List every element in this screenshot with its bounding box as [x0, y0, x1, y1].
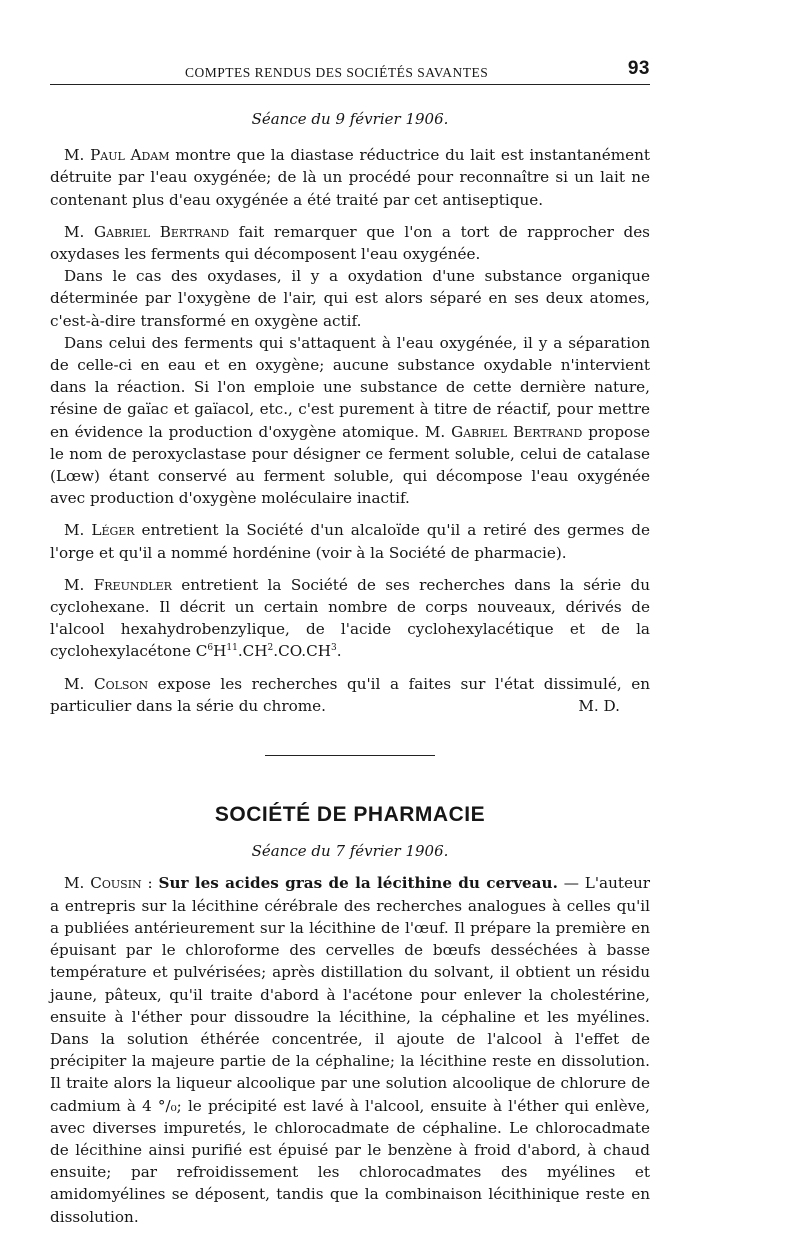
document-page: [50, 58, 650, 1228]
section-divider: [265, 755, 435, 756]
paragraph-text: expose les recherches qu'il a faites sur l'état dissimulé, en particulier dans la série du chrome.: [50, 674, 650, 715]
speaker-name: Cousin: [90, 874, 142, 893]
running-head: [50, 58, 650, 85]
paragraph-colson: [50, 673, 650, 717]
paragraph-ferments: [50, 332, 650, 510]
paragraph-text: — L'auteur a entrepris sur la lécithine cérébrale des recherches analogues à celles qu'il a publiées antérieurement sur la lécithine de l'œuf. Il prépare la première en épuisant par le chloroforme des cervelles de bœufs desséchées à basse température et pulvérisées; après distillation du solvant, il obtient un résidu jaune, pâteux, qu'il traite d'abord à l'acétone pour enlever la cholestérine, ensuite à l'éther pour dissoudre la lécithine, la céphaline et les myélines. Dans la solution éthérée concentrée, il ajoute de l'alcool à l'effet de précipiter la majeure partie de la céphaline; la lécithine reste en dissolution. Il traite alors la liqueur alcoolique par une solution alcoolique de chlorure de cadmium à 4 °/₀; le précipité est lavé à l'alcool, ensuite à l'éther qui enlève, avec diverses impuretés, le chlorocadmate de céphaline. Le chlorocadmate de lécithine ainsi purifié est épuisé par le benzène à froid d'abord, à chaud ensuite; par refroidissement les chlorocadmates des myélines et amidomyélines se déposent, tandis que la combinaison lécithinique reste en dissolution.: [50, 874, 650, 1226]
paragraph-text: fait remarquer que l'on a tort de rapprocher des oxydases les ferments qui décomposent l'eau oxygénée.: [50, 222, 650, 264]
paragraph-leger: [50, 519, 650, 563]
paragraph-text: Dans celui des ferments qui s'attaquent à l'eau oxygénée, il y a séparation de celle-ci en eau et en oxygène; aucune substance oxydable n'intervient dans la réaction. Si l'on emploie une substance de cette dernière nature, résine de gaïac et gaïacol, etc., c'est purement à titre de réactif, pour mettre en évidence la production d'oxygène atomique. M.: [50, 333, 650, 441]
paragraph-text: montre que la diastase réductrice du lait est instantanément détruite par l'eau oxygénée; de là un procédé pour reconnaître si un lait ne contenant plus d'eau oxygénée a été traité par cet antiseptique.: [50, 146, 650, 209]
session-date-2: Séance du 7 février 1906.: [251, 842, 449, 861]
article-title: Sur les acides gras de la lécithine du cerveau.: [158, 874, 558, 893]
speaker-name: Gabriel Bertrand: [451, 422, 583, 441]
chemical-formula: $C^6H^{11}.CH^2.CO.CH^3$.: [195, 642, 342, 661]
speaker-prefix: M.: [64, 575, 94, 594]
speaker-prefix: M.: [64, 874, 91, 893]
speaker-prefix: M.: [64, 521, 92, 540]
paragraph-text: propose le nom de peroxyclastase pour désigner ce ferment soluble, celui de catalase (Lœw) étant conservé au ferment soluble, qui décompose l'eau oxygénée avec production d'oxygène moléculaire inactif.: [50, 422, 650, 508]
session-date-1: Séance du 9 février 1906.: [251, 110, 449, 128]
section-title: SOCIÉTÉ DE PHARMACIE: [214, 803, 486, 827]
speaker-prefix: M.: [64, 674, 94, 693]
paragraph-bertrand: [50, 221, 650, 265]
signature: M. D.: [578, 696, 620, 715]
paragraph-freundler: [50, 574, 650, 663]
speaker-name: Freundler: [93, 575, 172, 594]
paragraph-oxydases: Dans le cas des oxydases, il y a oxydation d'une substance organique déterminée par l'oxygène de l'air, qui est alors séparé en ses deux atomes, c'est-à-dire transformé en oxygène actif.: [50, 267, 650, 330]
paragraph-paul-adam: [50, 144, 650, 211]
speaker-prefix: M.: [64, 222, 94, 241]
speaker-prefix: M.: [64, 146, 91, 165]
paragraph-text: entretient la Société d'un alcaloïde qu'il a retiré des germes de l'orge et qu'il a nommé hordénine (voir à la Société de pharmacie).: [50, 521, 650, 562]
running-title: COMPTES RENDUS DES SOCIÉTÉS SAVANTES: [185, 65, 489, 80]
colon: :: [141, 874, 159, 893]
speaker-name: Gabriel Bertrand: [94, 222, 230, 241]
speaker-name: Léger: [91, 521, 135, 540]
speaker-name: Paul Adam: [90, 146, 170, 165]
page-number: 93: [627, 58, 650, 79]
paragraph-cousin: [50, 872, 650, 1227]
paragraph-text: entretient la Société de ses recherches dans la série du cyclohexane. Il décrit un certain nombre de corps nouveaux, dérivés de l'alcool hexahydrobenzylique, de l'acide cyclohexylacétique et de la cyclohexylacétone: [50, 575, 650, 661]
speaker-name: Colson: [93, 674, 149, 693]
